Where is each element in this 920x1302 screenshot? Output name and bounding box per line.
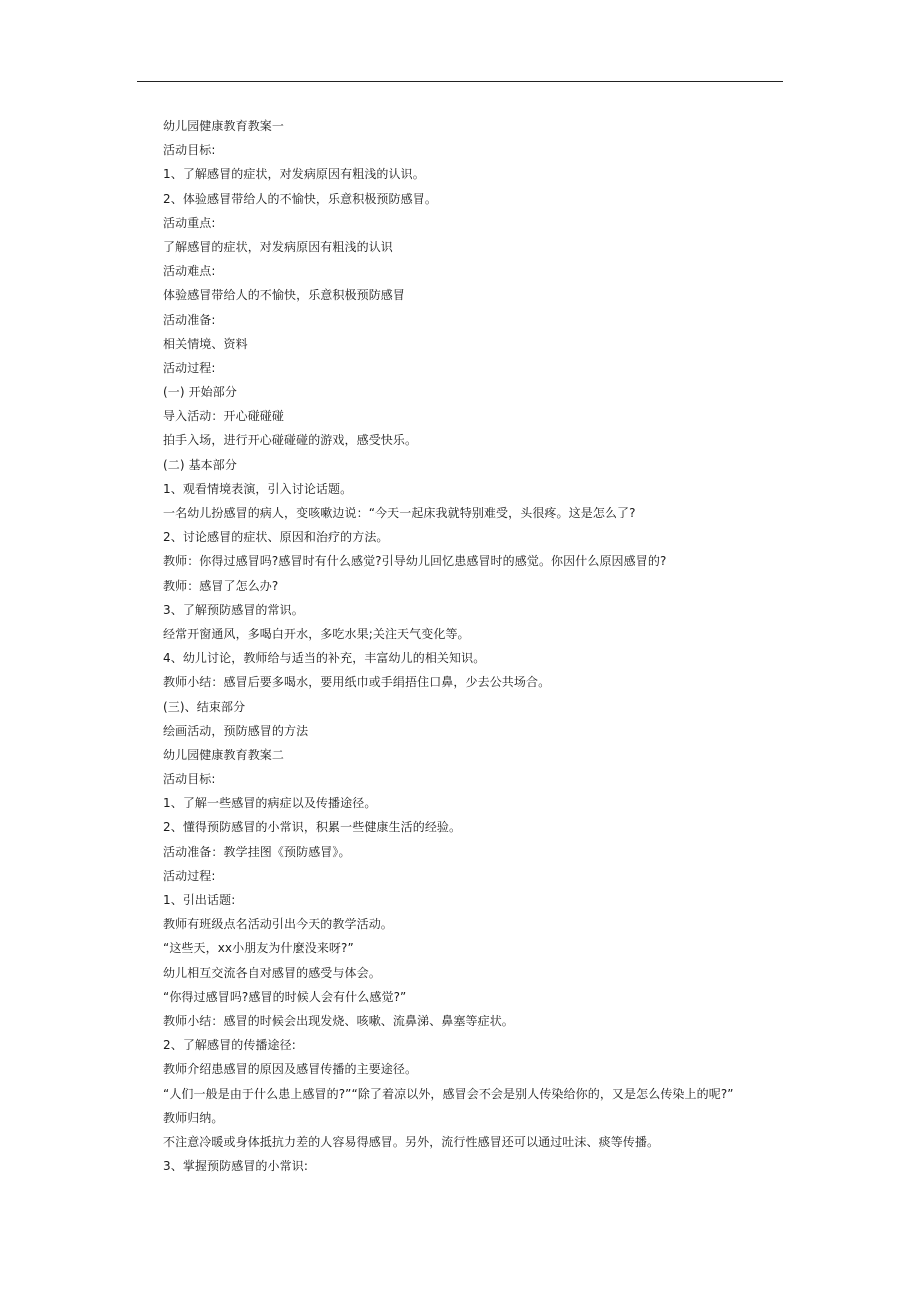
text-line: 3、掌握预防感冒的小常识:: [163, 1159, 308, 1174]
document-body: [163, 114, 783, 1178]
text-line: 教师有班级点名活动引出今天的教学活动。: [163, 917, 393, 932]
text-line: 1、引出话题:: [163, 893, 236, 907]
text-line: 活动重点:: [163, 215, 216, 230]
text-line: 1、了解感冒的症状，对发病原因有粗浅的认识。: [163, 167, 425, 182]
text-line: “人们一般是由于什么患上感冒的?”“除了着凉以外，感冒会不会是别人传染给你的，又是怎么传染上的呢?”: [163, 1086, 734, 1101]
text-line: 导入活动：开心碰碰碰: [163, 409, 285, 424]
section-heading: (二) 基本部分: [163, 457, 237, 472]
text-line: 1、观看情境表演，引入讨论话题。: [163, 481, 353, 496]
text-line: 幼儿相互交流各自对感冒的感受与体会。: [163, 965, 381, 980]
text-line: 教师介绍患感冒的原因及感冒传播的主要途径。: [163, 1062, 418, 1077]
text-line: 活动目标:: [163, 772, 216, 787]
text-line: 2、了解感冒的传播途径:: [163, 1038, 296, 1053]
text-line: 教师：你得过感冒吗?感冒时有什么感觉?引导幼儿回忆患感冒时的感觉。你因什么原因感冒的?: [163, 554, 667, 569]
text-line: 拍手入场，进行开心碰碰碰的游戏，感受快乐。: [163, 433, 418, 448]
text-line: 活动过程:: [163, 868, 216, 883]
header-rule: [137, 81, 783, 82]
text-line: “你得过感冒吗?感冒的时候人会有什么感觉?”: [163, 989, 407, 1004]
text-line: 活动目标:: [163, 143, 216, 158]
text-line: 活动准备:: [163, 312, 216, 327]
section-heading: (三)、结束部分: [163, 699, 246, 714]
text-line: 活动准备：教学挂图《预防感冒》。: [163, 844, 351, 859]
text-line: 教师归纳。: [163, 1110, 224, 1125]
text-line: 活动过程:: [163, 360, 216, 375]
text-line: 1、了解一些感冒的病症以及传播途径。: [163, 796, 377, 811]
text-line: 经常开窗通风，多喝白开水，多吃水果;关注天气变化等。: [163, 626, 470, 641]
text-line: 2、懂得预防感冒的小常识，积累一些健康生活的经验。: [163, 820, 462, 835]
text-line: 3、了解预防感冒的常识。: [163, 602, 304, 617]
section-heading: (一) 开始部分: [163, 385, 237, 400]
text-line: 了解感冒的症状，对发病原因有粗浅的认识: [163, 239, 393, 254]
text-line: 教师小结：感冒的时候会出现发烧、咳嗽、流鼻涕、鼻塞等症状。: [163, 1013, 514, 1028]
doc-title-2: 幼儿园健康教育教案二: [163, 747, 285, 762]
text-line: 相关情境、资料: [163, 336, 248, 351]
text-line: 活动难点:: [163, 264, 216, 279]
text-line: 不注意冷暖或身体抵抗力差的人容易得感冒。另外，流行性感冒还可以通过吐沫、痰等传播。: [163, 1134, 660, 1149]
text-line: 教师：感冒了怎么办?: [163, 578, 279, 593]
text-line: 2、体验感冒带给人的不愉快，乐意积极预防感冒。: [163, 191, 437, 206]
text-line: 4、幼儿讨论，教师给与适当的补充，丰富幼儿的相关知识。: [163, 651, 486, 666]
text-line: 体验感冒带给人的不愉快，乐意积极预防感冒: [163, 288, 406, 303]
text-line: 2、讨论感冒的症状、原因和治疗的方法。: [163, 530, 389, 545]
text-line: 绘画活动，预防感冒的方法: [163, 723, 309, 738]
text-line: “这些天，xx小朋友为什麼没来呀?”: [163, 941, 354, 956]
text-line: 一名幼儿扮感冒的病人，变咳嗽边说：“今天一起床我就特别难受，头很疼。这是怎么了?: [163, 506, 636, 520]
text-line: 教师小结：感冒后要多喝水，要用纸巾或手绢捂住口鼻，少去公共场合。: [163, 675, 551, 690]
doc-title-1: 幼儿园健康教育教案一: [163, 119, 285, 133]
